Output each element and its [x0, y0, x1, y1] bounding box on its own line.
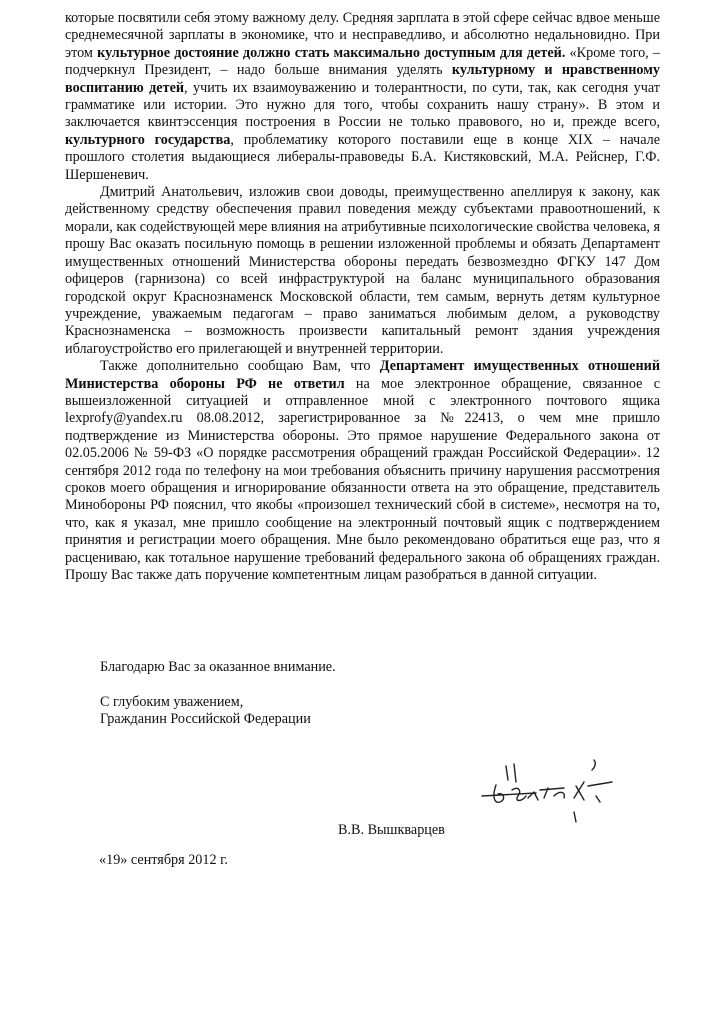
- closing-line: С глубоким уважением,: [100, 694, 244, 710]
- p1-bold-2: культурному и нравственному воспитанию детей: [65, 62, 661, 96]
- paragraph-culture: [65, 10, 660, 184]
- signer-name: В.В. Вышкварцев: [338, 822, 445, 838]
- paragraph-complaint: [65, 358, 660, 584]
- p3-text-1: Также дополнительно сообщаю Вам, что: [100, 358, 380, 375]
- p3-bold-1: Департамент имущественных отношений Министерства обороны РФ не ответил: [65, 358, 660, 392]
- closing-block: [100, 694, 311, 729]
- letter-date: «19» сентября 2012 г.: [99, 852, 228, 868]
- letter-body: [65, 10, 660, 584]
- signer-title: Гражданин Российской Федерации: [100, 711, 311, 728]
- p1-text-1: которые посвятили себя этому важному делу. Средняя зарплата в этой сфере сейчас вдвое меньше среднемесячной зарплаты в экономике, что и несправедливо, и абсолютно недальновидно. При этом: [65, 10, 660, 61]
- p1-bold-3: культурного государства: [65, 131, 231, 148]
- p1-bold-1: культурное достояние должно стать максимально доступным для детей.: [97, 44, 566, 61]
- paragraph-request: Дмитрий Анатольевич, изложив свои доводы, преимущественно апеллируя к закону, как действенному средству обеспечения правил поведения между субъектами правоотношений, к морали, как содействующей мере влияния на атрибутивные психологические свойства человека, я прошу Вас оказать посильную помощь в решении изложенной проблемы и обязать Департамент имущественных отношений Министерства обороны передать безвозмездно ФГКУ 147 Дом офицеров (гарнизона) со всей инфраструктурой на баланс муниципального образования городской округ Краснознаменск Московской области, тем самым, вернуть детям культурное учреждение, уважаемым педагогам – право заниматься любимым делом, а руководству Краснознаменска – возможность произвести капитальный ремонт здания учреждения иблагоустройство его прилегающей и внутренней территории.: [65, 184, 660, 357]
- p1-text-4: , проблематику которого поставили еще в конце XIX – начале прошлого столетия выдающиеся либералы-правоведы Б.А. Кистяковский, М.А. Рейснер, Г.Ф. Шершеневич.: [65, 131, 660, 183]
- p1-text-3: , учить их взаимоуважению и толерантности, по сути, так, как сегодня учат грамматике или истории. Это нужно для того, чтобы сохранить нашу страну». В этом и заключается квинтэссенция построения в России не только правового, но и, прежде всего,: [65, 79, 660, 131]
- handwritten-signature: [478, 752, 628, 832]
- p1-text-2: «Кроме того, – подчеркнул Президент, – надо больше внимания уделять: [65, 44, 660, 79]
- p3-text-2: на мое электронное обращение, связанное с вышеизложенной ситуацией и отправленное мной с электронного почтового ящика lexprofy@yandex.ru 08.08.2012, зарегистрированное за №22413, о чем мне пришло подтверждение из Министерства обороны. Это прямое нарушение Федерального закона от 02.05.2006 № 59-ФЗ «О порядке рассмотрения обращений граждан Российской Федерации». 12 сентября 2012 года по телефону на мои требования объяснить причину нарушения рассмотрения сроков моего обращения и игнорирование обязанности ответа на это обращение, представитель Минобороны РФ пояснил, что якобы «произошел технический сбой в системе», несмотря на то, что, как я указал, мне пришло сообщение на электронный почтовый ящик с подтверждением принятия и регистрации моего обращения. Мне было рекомендовано обратиться еще раз, что я расцениваю, как тотальное нарушение требований федерального закона об обращениях граждан. Прошу Вас также дать поручение компетентным лицам разобраться в данной ситуации.: [65, 375, 660, 583]
- thanks-line: Благодарю Вас за оказанное внимание.: [100, 659, 336, 675]
